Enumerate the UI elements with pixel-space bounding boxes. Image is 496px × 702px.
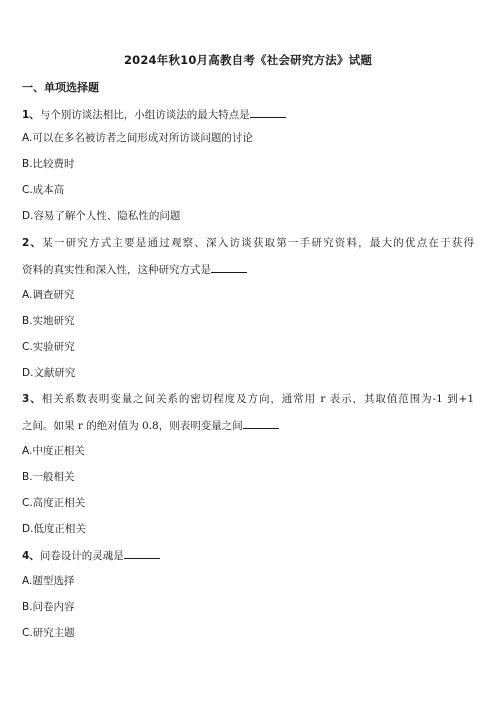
option-letter: A. xyxy=(22,132,33,144)
answer-blank xyxy=(243,417,279,429)
question-text: 问卷设计的灵魂是 xyxy=(39,550,124,562)
option-letter: B. xyxy=(22,601,33,613)
option-2c xyxy=(22,339,474,355)
option-1c xyxy=(22,182,474,198)
question-text: 某一研究方式主要是通过观察、深入访谈获取第一手研究资料，最大的优点在于获得 xyxy=(42,237,474,249)
option-letter: B. xyxy=(22,471,33,483)
option-2a xyxy=(22,287,474,303)
option-text: 实验研究 xyxy=(32,341,75,353)
question-text: 与个别访谈法相比，小组访谈法的最大特点是 xyxy=(39,109,250,121)
option-text: 实地研究 xyxy=(32,315,75,327)
option-letter: D. xyxy=(22,367,34,379)
answer-blank xyxy=(211,261,247,273)
question-number: 3、 xyxy=(22,393,42,405)
option-text: 低度正相关 xyxy=(33,523,86,535)
option-letter: D. xyxy=(22,523,34,535)
section-heading: 一、单项选择题 xyxy=(22,81,99,94)
question-number: 1、 xyxy=(22,109,40,121)
question-1-stem xyxy=(22,106,474,123)
option-letter: A. xyxy=(22,289,33,301)
answer-blank xyxy=(124,547,160,559)
question-3-stem-line-1 xyxy=(22,391,474,407)
option-text: 高度正相关 xyxy=(32,497,86,509)
option-text: 比较费时 xyxy=(32,158,75,170)
option-3b xyxy=(22,469,474,485)
option-1d xyxy=(22,208,474,224)
question-3-stem-line-2 xyxy=(22,417,474,434)
option-letter: C. xyxy=(22,627,33,639)
question-4-stem xyxy=(22,547,474,564)
exam-title: 2024年秋10月高教自考《社会研究方法》试题 xyxy=(123,53,373,67)
option-text: 研究主题 xyxy=(32,627,75,639)
option-letter: A. xyxy=(22,575,33,587)
question-2-stem-line-2 xyxy=(22,261,474,278)
option-letter: C. xyxy=(22,341,33,353)
option-3c xyxy=(22,495,474,511)
option-letter: D. xyxy=(22,210,34,222)
option-letter: B. xyxy=(22,158,33,170)
option-1b xyxy=(22,156,474,172)
question-text: 资料的真实性和深入性，这种研究方式是 xyxy=(22,264,211,276)
option-text: 一般相关 xyxy=(32,471,75,483)
question-text: 之间。如果 r 的绝对值为 0.8，则表明变量之间 xyxy=(22,420,243,432)
option-4c xyxy=(22,625,474,641)
question-text: 相关系数表明变量之间关系的密切程度及方向，通常用 r 表示，其取值范围为-1 到+1 xyxy=(41,393,474,405)
option-text: 问卷内容 xyxy=(32,601,75,613)
option-letter: B. xyxy=(22,315,33,327)
option-text: 文献研究 xyxy=(33,367,76,379)
option-2b xyxy=(22,313,474,329)
option-2d xyxy=(22,365,474,381)
option-4a xyxy=(22,573,474,589)
option-letter: A. xyxy=(22,445,33,457)
option-4b xyxy=(22,599,474,615)
question-number: 2、 xyxy=(22,237,43,249)
option-text: 可以在多名被访者之间形成对所访谈问题的讨论 xyxy=(32,132,253,144)
option-text: 成本高 xyxy=(32,184,65,196)
answer-blank xyxy=(250,106,286,118)
question-number: 4、 xyxy=(22,550,40,562)
option-text: 调查研究 xyxy=(32,289,75,301)
option-1a xyxy=(22,130,474,146)
option-letter: C. xyxy=(22,497,33,509)
option-text: 题型选择 xyxy=(32,575,75,587)
question-2-stem-line-1 xyxy=(22,235,474,251)
option-3d xyxy=(22,521,474,537)
option-3a xyxy=(22,443,474,459)
option-letter: C. xyxy=(22,184,33,196)
option-text: 中度正相关 xyxy=(32,445,85,457)
option-text: 容易了解个人性、隐私性的问题 xyxy=(33,210,181,222)
